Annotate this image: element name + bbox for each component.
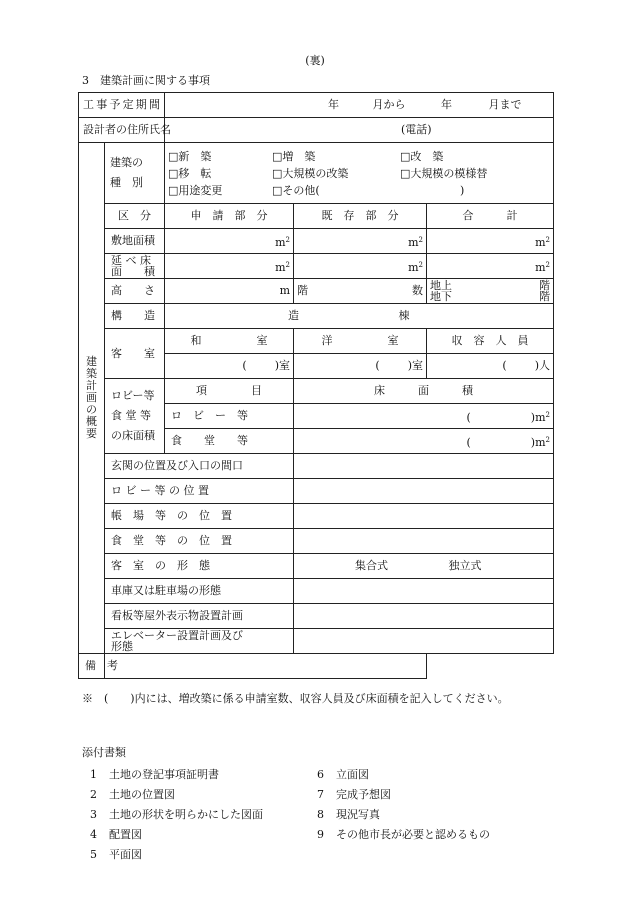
guest-rooms-label: 客 室: [105, 329, 165, 379]
lobby-header-row: [79, 379, 554, 404]
parking-field[interactable]: [294, 579, 554, 604]
lobby-item-header: 項 目: [165, 379, 294, 404]
elevator-label: エレベーター設置計画及び 形態: [105, 629, 294, 654]
area-header-existing: 既 存 部 分: [294, 204, 427, 229]
kind-other-close: ): [460, 183, 465, 197]
lobby-position-field[interactable]: [294, 479, 554, 504]
floor-above-below[interactable]: 地上 階 地下 階: [427, 279, 554, 304]
signboard-field[interactable]: [294, 604, 554, 629]
site-area-existing[interactable]: $m^2$: [294, 229, 427, 254]
kind-major-remodel-checkbox[interactable]: □大規模の模様替: [400, 166, 488, 180]
room-form-label: 客 室 の 形 態: [105, 554, 294, 579]
area-header-label: 区 分: [105, 204, 165, 229]
overview-label: 建 築 計 画 の 概 要: [79, 143, 105, 654]
designer-field[interactable]: [165, 118, 554, 143]
schedule-year2: 年: [441, 98, 452, 111]
kind-new-checkbox[interactable]: □新 築: [168, 149, 212, 163]
building-plan-table: [78, 92, 554, 679]
area-header-row: [79, 204, 554, 229]
height-value[interactable]: m: [165, 279, 294, 304]
schedule-to: 月まで: [488, 98, 522, 111]
elevator-row: [79, 629, 554, 654]
entrance-field[interactable]: [294, 454, 554, 479]
kind-label: 建築の 種 別: [105, 143, 165, 204]
kind-use-change-checkbox[interactable]: □用途変更: [168, 183, 223, 197]
designer-label: 設計者の住所氏名: [79, 118, 165, 143]
kind-other-checkbox[interactable]: □その他(: [272, 183, 320, 197]
attachment-item: 1 土地の登記事項証明書: [90, 768, 219, 781]
schedule-year1: 年: [328, 98, 339, 111]
entrance-label: 玄関の位置及び入口の間口: [105, 454, 294, 479]
section-title: 3 建築計画に関する事項: [82, 74, 210, 87]
remarks-field[interactable]: [105, 654, 427, 679]
lobby-label: ロビー等 食 堂 等 の床面積: [105, 379, 165, 454]
floor-area-row: [79, 254, 554, 279]
lobby-item-label: ロ ビ ー 等: [165, 404, 294, 429]
schedule-field[interactable]: [165, 93, 554, 118]
attachments-title: 添付書類: [82, 746, 126, 759]
area-header-apply: 申 請 部 分: [165, 204, 294, 229]
floor-area-label: 延 べ 床 面 積: [105, 254, 165, 279]
lobby-position-label: ロ ビ ー 等 の 位 置: [105, 479, 294, 504]
attachment-item: 5 平面図: [90, 848, 142, 861]
western-room-count[interactable]: ( )室: [294, 354, 427, 379]
attachment-item: 2 土地の位置図: [90, 788, 175, 801]
attachment-item: 7 完成予想図: [317, 788, 391, 801]
signboard-label: 看板等屋外表示物設置計画: [105, 604, 294, 629]
japanese-room-count[interactable]: ( )室: [165, 354, 294, 379]
lobby-position-row: [79, 479, 554, 504]
height-row: [79, 279, 554, 304]
attachment-item: 3 土地の形状を明らかにした図面: [90, 808, 263, 821]
room-form-field[interactable]: [294, 554, 554, 579]
lobby-area-value[interactable]: ( )$m^2$: [294, 404, 554, 429]
room-form-collective[interactable]: 集合式: [355, 559, 388, 572]
page-mark: (裏): [305, 54, 325, 67]
schedule-from: 月から: [372, 98, 406, 111]
site-area-row: [79, 229, 554, 254]
attachment-item: 9 その他市長が必要と認めるもの: [317, 828, 490, 841]
designer-row: [79, 118, 554, 143]
floor-area-total[interactable]: $m^2$: [427, 254, 554, 279]
room-form-independent[interactable]: 独立式: [448, 559, 482, 572]
front-desk-row: [79, 504, 554, 529]
attachment-item: 6 立面図: [317, 768, 369, 781]
attachment-item: 8 現況写真: [317, 808, 380, 821]
floor-area-existing[interactable]: $m^2$: [294, 254, 427, 279]
room-form-row: [79, 554, 554, 579]
guest-rooms-header-row: [79, 329, 554, 354]
attachment-item: 4 配置図: [90, 828, 142, 841]
kind-rebuild-checkbox[interactable]: □改 築: [400, 149, 444, 163]
front-desk-field[interactable]: [294, 504, 554, 529]
lobby-area-header: 床 面 積: [294, 379, 554, 404]
dining-position-field[interactable]: [294, 529, 554, 554]
designer-phone: (電話): [401, 123, 432, 136]
structure-label: 構 造: [105, 304, 165, 329]
japanese-room-header: 和 室: [165, 329, 294, 354]
floor-count[interactable]: 階 数: [294, 279, 427, 304]
parking-row: [79, 579, 554, 604]
dining-position-row: [79, 529, 554, 554]
structure-row: [79, 304, 554, 329]
schedule-label: 工事予定期間: [79, 93, 165, 118]
remarks-row: [79, 654, 554, 679]
entrance-row: [79, 454, 554, 479]
kind-relocation-checkbox[interactable]: □移 転: [168, 166, 212, 180]
western-room-header: 洋 室: [294, 329, 427, 354]
kind-row: [79, 143, 554, 204]
schedule-row: [79, 93, 554, 118]
kind-extension-checkbox[interactable]: □増 築: [272, 149, 316, 163]
signboard-row: [79, 604, 554, 629]
note-text: ※ ( )内には、増改築に係る申請室数、収容人員及び床面積を記入してください。: [82, 692, 509, 705]
site-area-apply[interactable]: $m^2$: [165, 229, 294, 254]
front-desk-label: 帳 場 等 の 位 置: [105, 504, 294, 529]
site-area-label: 敷地面積: [105, 229, 165, 254]
dining-position-label: 食 堂 等 の 位 置: [105, 529, 294, 554]
elevator-field[interactable]: [294, 629, 554, 654]
kind-major-rebuild-checkbox[interactable]: □大規模の改築: [272, 166, 349, 180]
site-area-total[interactable]: $m^2$: [427, 229, 554, 254]
kind-options: [165, 143, 554, 204]
floor-area-apply[interactable]: $m^2$: [165, 254, 294, 279]
dining-area-value[interactable]: ( )$m^2$: [294, 429, 554, 454]
capacity-count[interactable]: ( )人: [427, 354, 554, 379]
area-header-total: 合 計: [427, 204, 554, 229]
parking-label: 車庫又は駐車場の形態: [105, 579, 294, 604]
height-label: 高 さ: [105, 279, 165, 304]
dining-item-label: 食 堂 等: [165, 429, 294, 454]
structure-field[interactable]: 造 棟: [165, 304, 554, 329]
remarks-label: 備 考: [79, 654, 105, 679]
capacity-header: 収 容 人 員: [427, 329, 554, 354]
